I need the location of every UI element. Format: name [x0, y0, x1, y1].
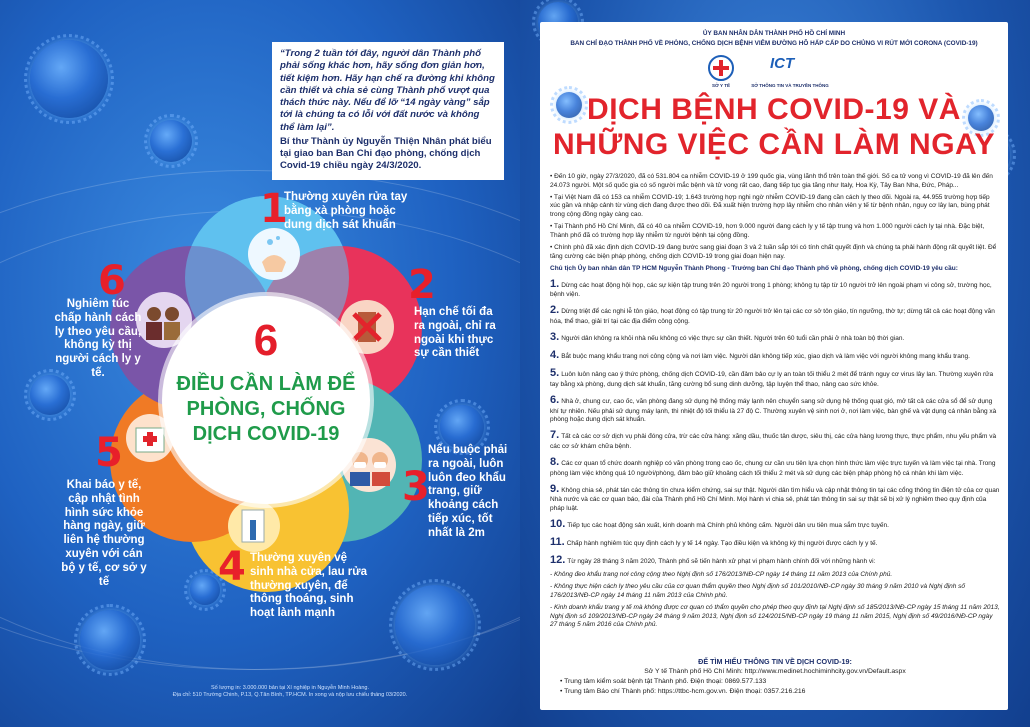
- center-title: ĐIỀU CẦN LÀM ĐỂ PHÒNG, CHỐNG DỊCH COVID-19: [176, 373, 356, 445]
- bullet-paragraph: • Tại Việt Nam đã có 153 ca nhiễm COVID-19; 1.643 trường hợp nghi ngờ nhiễm COVID-19 đang cần cách ly theo dõi. Ngoài ra, 44.955 trường hợp tiếp xúc gần và nhập cảnh từ vùng dịch đang được theo dõi. Đã xuất hiện trường hợp lây nhiễm cho nhân viên y tế từ bệnh nhân, nguy cơ lây lan, bùng phát trong cộng đồng ngày càng cao.: [550, 193, 990, 219]
- requirement-item: 12. Từ ngày 28 tháng 3 năm 2020, Thành phố sẽ tiến hành xử phạt vi phạm hành chính đối với những hành vi:: [550, 554, 876, 567]
- requirement-item: 6. Nhà ở, chung cư, cao ốc, văn phòng đang sử dụng hệ thống máy lạnh nên chuyển sang sử dụng hệ thống quạt gió, mở tất cả các cửa sổ để sử dụng khí tự nhiên. Nếu phải sử dụng máy lạnh, thì nhiệt độ tối thiểu là 27 độ C. Thường xuyên vệ sinh nơi ở, nơi làm việc, bàn ghế và vật dụng cá nhân bằng xà phòng hoặc dung dịch sát khuẩn.: [550, 393, 997, 424]
- bullet-paragraph: • Chính phủ đã xác định dịch COVID-19 đang bước sang giai đoạn 3 và 2 tuần sắp tới có tính chất quyết định và chúng ta phải hành động rất quyết liệt. Để tăng cường các biện pháp phòng, chống dịch COVID-19 trong giai đoạn hiện nay.: [550, 243, 997, 260]
- requirement-item: 4. Bắt buộc mang khẩu trang nơi công cộng và nơi làm việc. Người dân không tiếp xúc, giao dịch và làm việc với người không mang khẩu trang.: [550, 349, 970, 362]
- health-ministry-logo: [708, 55, 734, 81]
- info-line: • Trung tâm kiểm soát bệnh tật Thành phố. Điện thoại: 0869.577.133: [560, 678, 767, 686]
- info-block: [560, 657, 990, 697]
- tip-text-3: Nếu buộc phải ra ngoài, luôn luôn đeo khẩu trang, giữ khoảng cách tiếp xúc, tốt nhất là 2m: [428, 444, 508, 539]
- logo1-caption: SỞ Y TẾ: [712, 83, 730, 88]
- requirement-item: 2. Dừng triệt để các nghi lễ tôn giáo, hoạt động có tập trung từ 20 người trở lên tại các cơ sở tôn giáo, tín ngưỡng, thờ tự; dừng tất cả các hoạt động văn hóa, thể thao, giải trí tại các địa điểm công cộng.: [550, 304, 995, 325]
- tip-text-1: Thường xuyên rửa tay bằng xà phòng hoặc dung dịch sát khuẩn: [284, 191, 408, 231]
- info-line: • Trung tâm Báo chí Thành phố: https://ttbc-hcm.gov.vn. Điện thoại: 0357.216.216: [560, 688, 806, 696]
- logo2-caption: SỞ THÔNG TIN VÀ TRUYỀN THÔNG: [751, 83, 829, 88]
- requirement-item: 10. Tiếp tục các hoạt động sản xuất, kinh doanh mà Chính phủ không cấm. Người dân ưu tiên mua sắm trực tuyến.: [550, 518, 889, 531]
- penalty-item: - Không thực hiện cách ly theo yêu cầu của cơ quan thẩm quyền theo Nghị định số 101/2010/NĐ-CP ngày 30 tháng 9 năm 2010 và Nghị định số 176/2013/NĐ-CP ngày 14 tháng 11 năm 2013 của Chính phủ.: [550, 583, 966, 599]
- print-info: Số lượng in: 3.000.000 bản tại Xí nghiệp in Nguyễn Minh Hoàng. Địa chỉ: 510 Trường Chinh, P.13, Q.Tân Bình, TP.HCM. In xong và nộp lưu chiểu tháng 03/2020.: [172, 685, 408, 699]
- requirement-item: 8. Các cơ quan tổ chức doanh nghiệp có văn phòng trong cao ốc, chung cư cần ưu tiên lựa chọn hình thức làm việc trực tuyến và làm việc tại nhà. Trong phòng làm việc không quá 10 người/phòng, đảm bảo giữ khoảng cách tối thiểu 2 mét và sử dụng các biện pháp phòng hộ cá nhân khi làm việc.: [550, 455, 996, 477]
- requirement-item: 3. Người dân không ra khỏi nhà nếu không có việc thực sự cần thiết. Người trên 60 tuổi cần phải ở nhà toàn bộ thời gian.: [550, 330, 905, 343]
- bullet-paragraph: • Đến 10 giờ, ngày 27/3/2020, đã có 531.804 ca nhiễm COVID-19 ở 199 quốc gia, vùng lãnh thổ trên toàn thế giới. Số ca tử vong vì COVID-19 đã lên đến 24.073 người. Một số quốc gia có số người mắc bệnh và tử vong rất cao, đang tiếp tục gia tăng như Italy, Hoa Kỳ, Tây Ban Nha, Đức, Pháp...: [550, 173, 993, 189]
- requirement-item: 9. Không chia sẻ, phát tán các thông tin chưa kiểm chứng, sai sự thật. Người dân tìm hiểu và cập nhật thông tin tại các cổng thông tin điện tử của cơ quan Nhà nước và các cơ quan báo, đài của Thành phố Hồ Chí Minh. Mọi hành vi chia sẻ, phát tán thông tin sai sự thật sẽ bị xử lý nghiêm theo quy định của pháp luật.: [550, 482, 1000, 513]
- tip-number-3: 3: [402, 464, 430, 510]
- title-line-2: NHỮNG VIỆC CẦN LÀM NGAY: [553, 127, 995, 161]
- requirement-item: 1. Dừng các hoạt động hội họp, các sự kiện tập trung trên 20 người trong 1 phòng; không tụ tập từ 10 người trở lên ngoài phạm vi công sở, trường học, bệnh viện.: [550, 277, 992, 299]
- tip-number-5: 5: [95, 430, 123, 476]
- info-line: Sở Y tế Thành phố Hồ Chí Minh: http://www.medinet.hochiminhcity.gov.vn/Default.aspx: [644, 668, 906, 676]
- document-body: [550, 173, 1000, 633]
- document-title: [540, 93, 1008, 162]
- requirement-item: 5. Luôn luôn nâng cao ý thức phòng, chống dịch COVID-19, cần đảm bảo cự ly an toàn tối thiểu 2 mét để tránh nguy cơ virus lây lan. Thường xuyên rửa tay bằng xà phòng, dung dịch sát khuẩn, tăng cường bổ sung dinh dưỡng, tập luyện thể thao, nâng cao sức khỏe.: [550, 367, 994, 388]
- center-number: 6: [253, 316, 279, 365]
- tip-number-1: 1: [260, 186, 288, 232]
- penalty-item: - Không đeo khẩu trang nơi công cộng theo Nghị định số 176/2013/NĐ-CP ngày 14 tháng 11 năm 2013 của Chính phủ.: [550, 571, 893, 579]
- tip-number-6: 6: [98, 258, 126, 304]
- tip-number-2: 2: [408, 262, 436, 308]
- tip-text-5: Khai báo y tế, cập nhật tình hình sức khỏe hàng ngày, giữ liên hệ thường xuyên với cán bộ y tế, cơ sở y tế: [61, 479, 147, 588]
- title-line-1: DỊCH BỆNH COVID-19 VÀ: [587, 93, 961, 126]
- quote-text: “Trong 2 tuần tới đây, người dân Thành phố phải sống khác hơn, hãy sống đơn giản hơn, tiết kiệm hơn. Hãy hạn chế ra đường khi không cần thiết và chia sẻ cùng Thành phố vượt qua thách thức này. Nếu để lỡ “14 ngày vàng” sắp tới là chúng ta có lỗi với đất nước và không thể làm lại”.: [280, 48, 495, 133]
- tip-text-4: Thường xuyên vệ sinh nhà cửa, lau rửa thường xuyên, để thông thoáng, sinh hoạt lành mạnh: [250, 552, 367, 620]
- header-committee: BAN CHỈ ĐẠO THÀNH PHỐ VỀ PHÒNG, CHỐNG DỊCH BỆNH VIÊM ĐƯỜNG HÔ HẤP CẤP DO CHỦNG VI RÚT MỚI CORONA (COVID-19): [570, 40, 978, 47]
- center-circle: [162, 296, 370, 504]
- tip-text-2: Hạn chế tối đa ra ngoài, chỉ ra ngoài khi thực sự cần thiết: [414, 306, 496, 360]
- penalty-item: - Kinh doanh khẩu trang y tế mà không được cơ quan có thẩm quyền cho phép theo quy định tại Nghị định số 185/2013/NĐ-CP ngày 15 tháng 11 năm 2013, Nghị định số 109/2013/NĐ-CP ngày 24 tháng 9 năm 2013, Nghị định số 124/2015/NĐ-CP ngày 19 tháng 11 năm 2015, Nghị định số 49/2016/NĐ-CP ngày 27 tháng 5 năm 2016 của Chính phủ.: [550, 603, 1000, 629]
- ict-logo: ICT: [770, 55, 795, 72]
- tip-number-4: 4: [218, 544, 246, 590]
- requirement-item: 7. Tất cả các cơ sở dịch vụ phải đóng cửa, trừ các cửa hàng: xăng dầu, thuốc tân dược, siêu thị, các cửa hàng lương thực, thực phẩm, nhu yếu phẩm và các cơ sở khám chữa bệnh.: [550, 429, 997, 450]
- request-heading: Chủ tịch Ủy ban nhân dân TP HCM Nguyễn Thành Phong - Trưởng ban Chỉ đạo Thành phố về phòng, chống dịch COVID-19 yêu cầu:: [550, 264, 958, 272]
- quote-source: Bí thư Thành ủy Nguyễn Thiện Nhân phát biểu tại giao ban Ban Chỉ đạo phòng, chống dịch Covid-19 chiều ngày 24/3/2020.: [280, 135, 492, 172]
- requirement-item: 11. Chấp hành nghiêm túc quy định cách ly y tế 14 ngày. Tạo điều kiện và không kỳ thị người được cách ly y tế.: [550, 536, 878, 549]
- header-organization: ỦY BAN NHÂN DÂN THÀNH PHỐ HỒ CHÍ MINH: [702, 30, 846, 37]
- info-title: ĐỂ TÌM HIỂU THÔNG TIN VỀ DỊCH COVID-19:: [698, 657, 852, 666]
- hand-wash-icon: [248, 228, 300, 280]
- tip-text-6: Nghiêm túc chấp hành cách ly theo yêu cầu, không kỳ thị người cách ly y tế.: [54, 298, 142, 379]
- bullet-paragraph: • Tại Thành phố Hồ Chí Minh, đã có 40 ca nhiễm COVID-19, hơn 9.000 người đang cách ly y tế tập trung và hơn 1.000 người cách ly tại nhà. Đặc biệt, Thành phố đã có trường hợp lây nhiễm từ người bệnh tại cộng đồng.: [550, 223, 985, 239]
